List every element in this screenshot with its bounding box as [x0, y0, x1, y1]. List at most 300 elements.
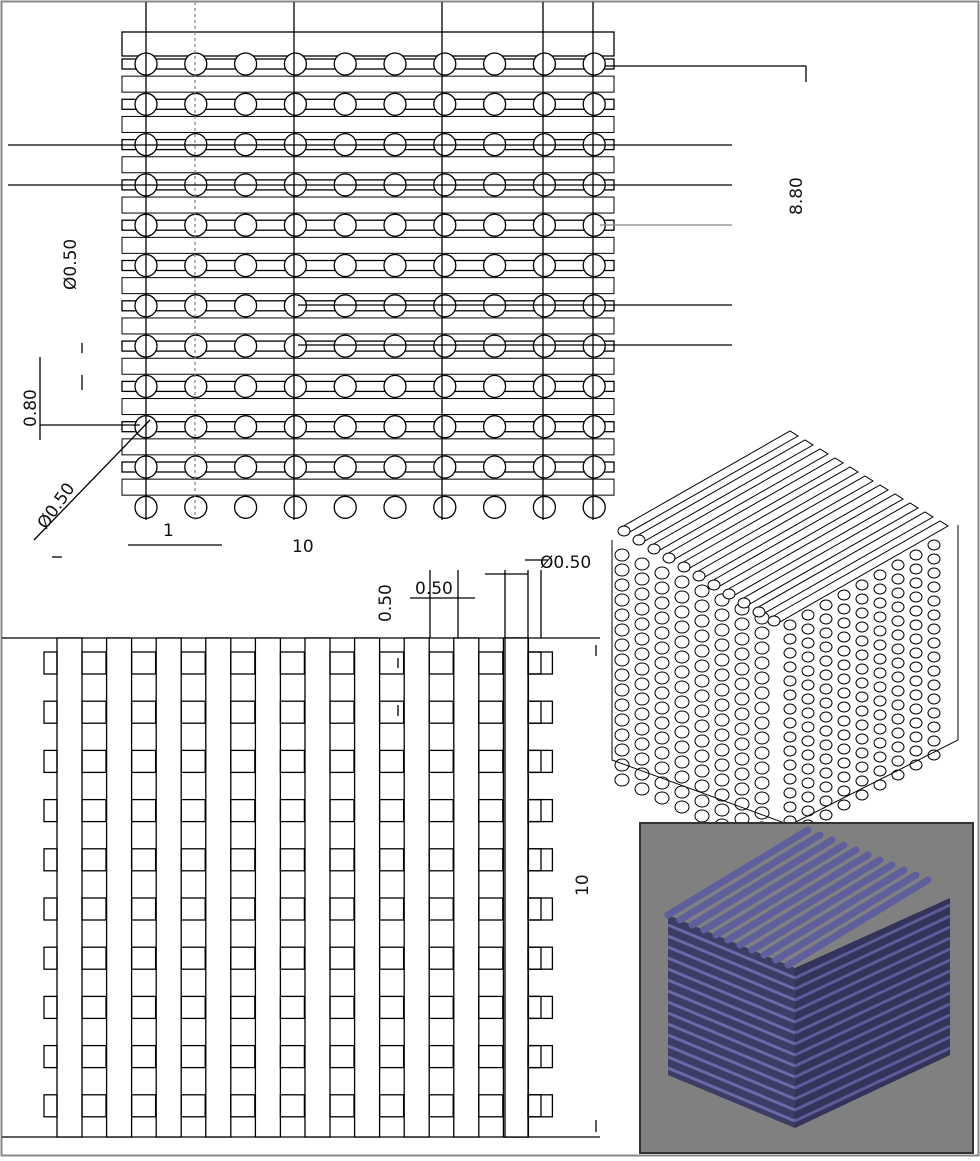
front-stub	[132, 800, 156, 822]
iso-pore-left	[635, 618, 649, 630]
iso-pore-left	[635, 588, 649, 600]
iso-rod-end	[738, 598, 750, 608]
iso-pore-right	[874, 752, 886, 762]
iso-pore-right	[892, 588, 904, 598]
iso-pore-right	[874, 682, 886, 692]
iso-pore-right	[928, 652, 940, 662]
front-stub	[528, 800, 541, 822]
iso-pore-right	[874, 570, 886, 580]
front-rod	[206, 638, 231, 1137]
top-pore	[533, 255, 555, 277]
iso-pore-left	[735, 618, 749, 630]
iso-pore-left	[615, 609, 629, 621]
front-stub	[181, 1095, 205, 1117]
top-rod-gap	[122, 197, 614, 213]
front-stub	[479, 652, 503, 674]
top-pore	[334, 375, 356, 397]
front-stub	[82, 898, 106, 920]
front-stub	[82, 849, 106, 871]
iso-pore-right	[928, 694, 940, 704]
top-pore	[185, 456, 207, 478]
top-pore	[583, 416, 605, 438]
iso-pore-left	[695, 630, 709, 642]
front-stub	[429, 800, 453, 822]
iso-rod-end	[618, 526, 630, 536]
front-stub	[380, 849, 404, 871]
front-stub	[181, 652, 205, 674]
iso-pore-left	[735, 798, 749, 810]
top-rod-gap	[122, 479, 614, 495]
top-pore	[235, 255, 257, 277]
front-stub	[380, 750, 404, 772]
top-pore	[583, 93, 605, 115]
front-stub	[330, 1095, 354, 1117]
iso-pore-left	[655, 777, 669, 789]
iso-pore-left	[695, 615, 709, 627]
front-stub	[280, 849, 304, 871]
iso-pore-left	[675, 741, 689, 753]
front-stub	[44, 996, 57, 1018]
front-stub	[44, 1046, 57, 1068]
iso-pore-left	[715, 654, 729, 666]
front-stub	[479, 947, 503, 969]
iso-pore-left	[675, 576, 689, 588]
iso-pore-left	[695, 690, 709, 702]
top-pore	[235, 375, 257, 397]
iso-pore-left	[715, 639, 729, 651]
iso-rod-end	[768, 616, 780, 626]
iso-pore-left	[755, 732, 769, 744]
top-pore	[384, 335, 406, 357]
top-pore	[284, 255, 306, 277]
front-stub	[429, 996, 453, 1018]
iso-pore-left	[655, 762, 669, 774]
front-stub	[181, 1046, 205, 1068]
top-pore	[583, 456, 605, 478]
top-pore	[434, 214, 456, 236]
iso-pore-right	[838, 730, 850, 740]
top-pore	[235, 53, 257, 75]
iso-pore-left	[655, 657, 669, 669]
iso-pore-right	[820, 726, 832, 736]
iso-pore-left	[735, 648, 749, 660]
front-stub	[380, 947, 404, 969]
iso-pore-left	[635, 723, 649, 735]
iso-rod-end	[663, 553, 675, 563]
top-pore	[185, 255, 207, 277]
iso-pore-right	[856, 650, 868, 660]
iso-pore-right	[928, 680, 940, 690]
iso-pore-right	[820, 628, 832, 638]
top-pore	[434, 416, 456, 438]
iso-pore-left	[755, 702, 769, 714]
iso-pore-right	[784, 690, 796, 700]
iso-pore-right	[892, 714, 904, 724]
iso-pore-right	[802, 680, 814, 690]
front-stub	[280, 800, 304, 822]
iso-pore-right	[928, 540, 940, 550]
iso-pore-right	[928, 750, 940, 760]
iso-pore-right	[838, 800, 850, 810]
iso-pore-left	[715, 744, 729, 756]
iso-pore-left	[635, 783, 649, 795]
front-stub	[330, 652, 354, 674]
iso-pore-right	[874, 668, 886, 678]
front-stub	[429, 701, 453, 723]
front-stub	[44, 849, 57, 871]
top-pore	[434, 375, 456, 397]
front-stub	[528, 701, 541, 723]
front-stub	[132, 1046, 156, 1068]
top-pore	[533, 295, 555, 317]
iso-pore-left	[655, 687, 669, 699]
iso-pore-left	[635, 558, 649, 570]
iso-pore-left	[635, 768, 649, 780]
front-stub	[429, 947, 453, 969]
iso-pore-left	[615, 729, 629, 741]
top-pore	[334, 214, 356, 236]
iso-pore-right	[820, 712, 832, 722]
iso-pore-left	[695, 780, 709, 792]
iso-pore-right	[856, 692, 868, 702]
top-pore	[434, 93, 456, 115]
iso-pore-right	[874, 766, 886, 776]
front-stub	[330, 701, 354, 723]
top-pore	[583, 53, 605, 75]
top-pore	[384, 456, 406, 478]
front-stub	[280, 996, 304, 1018]
iso-rod-end	[678, 562, 690, 572]
iso-pore-right	[928, 596, 940, 606]
iso-pore-left	[755, 777, 769, 789]
iso-pore-right	[802, 736, 814, 746]
top-pore	[185, 375, 207, 397]
iso-pore-right	[802, 638, 814, 648]
top-pore	[434, 255, 456, 277]
front-stub	[330, 947, 354, 969]
iso-rod-end	[753, 607, 765, 617]
top-pore	[284, 335, 306, 357]
front-stub	[181, 849, 205, 871]
top-pore	[235, 295, 257, 317]
iso-pore-left	[715, 669, 729, 681]
top-pore	[384, 255, 406, 277]
front-stub	[132, 849, 156, 871]
iso-pore-left	[735, 633, 749, 645]
iso-pore-left	[655, 717, 669, 729]
iso-pore-right	[838, 758, 850, 768]
front-view	[2, 560, 600, 1137]
front-rod	[156, 638, 181, 1137]
iso-pore-right	[820, 810, 832, 820]
front-stub	[330, 849, 354, 871]
iso-pore-right	[784, 704, 796, 714]
front-stub	[44, 701, 57, 723]
iso-pore-left	[675, 666, 689, 678]
iso-pore-left	[615, 654, 629, 666]
iso-pore-left	[615, 639, 629, 651]
iso-pore-left	[675, 681, 689, 693]
top-view	[8, 2, 806, 557]
iso-pore-right	[856, 720, 868, 730]
iso-pore-right	[874, 738, 886, 748]
front-stub	[380, 1095, 404, 1117]
top-pore	[583, 335, 605, 357]
top-pore	[484, 295, 506, 317]
top-pore	[533, 335, 555, 357]
front-stub	[82, 701, 106, 723]
top-pore	[284, 456, 306, 478]
top-pore	[384, 375, 406, 397]
iso-pore-right	[874, 654, 886, 664]
iso-pore-right	[928, 736, 940, 746]
iso-pore-right	[784, 788, 796, 798]
iso-pore-left	[675, 771, 689, 783]
iso-pore-left	[735, 768, 749, 780]
front-stub	[82, 652, 106, 674]
iso-pore-left	[715, 699, 729, 711]
iso-pore-right	[802, 666, 814, 676]
front-stub	[528, 750, 541, 772]
iso-pore-left	[655, 732, 669, 744]
iso-pore-left	[675, 606, 689, 618]
front-stub	[181, 701, 205, 723]
top-pore	[384, 295, 406, 317]
top-pore	[284, 375, 306, 397]
top-pore	[334, 53, 356, 75]
iso-pore-left	[675, 711, 689, 723]
iso-pore-right	[838, 632, 850, 642]
top-pore	[235, 335, 257, 357]
top-rod-gap	[122, 399, 614, 415]
iso-rod-end	[723, 589, 735, 599]
iso-pore-right	[820, 782, 832, 792]
iso-pore-left	[655, 582, 669, 594]
top-pore	[284, 93, 306, 115]
front-stub	[479, 849, 503, 871]
iso-pore-right	[784, 802, 796, 812]
front-dia-label: Ø0.50	[540, 553, 592, 573]
top-pitch-label: 1	[163, 521, 174, 541]
iso-pore-left	[655, 702, 669, 714]
front-stub	[380, 898, 404, 920]
front-stub	[82, 996, 106, 1018]
iso-pore-right	[802, 806, 814, 816]
shaded-3d-render	[640, 823, 973, 1153]
front-stub	[528, 898, 541, 920]
iso-pore-right	[874, 598, 886, 608]
iso-pore-left	[655, 612, 669, 624]
iso-pore-right	[874, 584, 886, 594]
iso-pore-right	[892, 686, 904, 696]
front-stub	[44, 800, 57, 822]
iso-pore-right	[838, 646, 850, 656]
iso-pore-right	[892, 756, 904, 766]
iso-pore-left	[695, 750, 709, 762]
front-stub	[380, 701, 404, 723]
top-pore	[484, 255, 506, 277]
top-pore	[284, 496, 306, 518]
iso-pore-left	[755, 747, 769, 759]
iso-pore-left	[695, 705, 709, 717]
front-stub	[280, 652, 304, 674]
front-stub	[231, 1046, 255, 1068]
top-pore	[235, 416, 257, 438]
iso-pore-left	[615, 684, 629, 696]
isometric-line-view	[612, 431, 958, 849]
top-pore	[533, 53, 555, 75]
front-rod	[454, 638, 479, 1137]
top-pore	[583, 375, 605, 397]
iso-pore-left	[735, 663, 749, 675]
front-stub	[231, 849, 255, 871]
iso-pore-right	[802, 694, 814, 704]
iso-pore-left	[755, 717, 769, 729]
iso-pore-right	[928, 638, 940, 648]
front-stub	[44, 898, 57, 920]
front-stub	[132, 750, 156, 772]
iso-pore-left	[635, 648, 649, 660]
front-stub	[82, 1046, 106, 1068]
top-pore	[334, 456, 356, 478]
front-stub	[231, 996, 255, 1018]
top-pore	[284, 214, 306, 236]
front-stub	[380, 800, 404, 822]
iso-pore-right	[838, 744, 850, 754]
iso-pore-right	[910, 550, 922, 560]
iso-pore-right	[928, 610, 940, 620]
iso-pore-left	[615, 699, 629, 711]
iso-pore-right	[928, 666, 940, 676]
iso-pore-right	[784, 662, 796, 672]
top-pore	[235, 93, 257, 115]
iso-pore-left	[615, 594, 629, 606]
iso-pore-right	[910, 592, 922, 602]
front-stub	[280, 750, 304, 772]
iso-pore-right	[910, 564, 922, 574]
top-rod-gap	[122, 278, 614, 294]
top-pore-dia-label: Ø0.50	[33, 479, 80, 533]
front-stub	[44, 652, 57, 674]
iso-pore-right	[784, 774, 796, 784]
top-pore	[384, 416, 406, 438]
iso-pore-right	[856, 762, 868, 772]
iso-pore-left	[635, 663, 649, 675]
front-stub	[479, 750, 503, 772]
iso-pore-left	[635, 693, 649, 705]
iso-pore-right	[856, 776, 868, 786]
iso-pore-right	[856, 734, 868, 744]
iso-pore-right	[874, 710, 886, 720]
iso-pore-right	[784, 648, 796, 658]
front-rod-width-label: 0.50	[415, 579, 453, 599]
top-pore	[484, 53, 506, 75]
iso-pore-left	[735, 783, 749, 795]
iso-pore-right	[874, 626, 886, 636]
front-stub	[231, 701, 255, 723]
front-stub	[280, 701, 304, 723]
front-stub	[380, 1046, 404, 1068]
top-pore	[384, 53, 406, 75]
iso-pore-left	[675, 651, 689, 663]
top-height-label: 8.80	[787, 177, 807, 215]
iso-pore-left	[695, 585, 709, 597]
iso-pore-left	[675, 696, 689, 708]
top-pore	[484, 416, 506, 438]
front-stub	[132, 1095, 156, 1117]
front-stub	[44, 947, 57, 969]
front-stub	[132, 701, 156, 723]
iso-pore-right	[784, 676, 796, 686]
iso-pore-left	[715, 804, 729, 816]
top-pore	[434, 496, 456, 518]
iso-pore-left	[695, 720, 709, 732]
front-stub	[330, 750, 354, 772]
front-stub	[181, 898, 205, 920]
top-rod-gap	[122, 237, 614, 253]
front-stub	[82, 750, 106, 772]
iso-pore-right	[910, 704, 922, 714]
front-stub	[429, 750, 453, 772]
top-pore	[284, 53, 306, 75]
iso-pore-right	[910, 746, 922, 756]
iso-pore-left	[655, 642, 669, 654]
iso-pore-right	[838, 660, 850, 670]
front-gap-label: 0.50	[376, 584, 396, 622]
iso-pore-left	[735, 693, 749, 705]
iso-pore-right	[892, 560, 904, 570]
iso-pore-left	[675, 801, 689, 813]
iso-pore-right	[892, 700, 904, 710]
iso-pore-right	[820, 600, 832, 610]
iso-pore-left	[735, 753, 749, 765]
top-pore	[235, 496, 257, 518]
front-stub	[132, 996, 156, 1018]
iso-pore-left	[715, 759, 729, 771]
iso-pore-left	[655, 627, 669, 639]
top-spacing-label: 0.80	[21, 389, 41, 427]
iso-pore-right	[874, 612, 886, 622]
iso-pore-left	[675, 591, 689, 603]
top-pore	[434, 456, 456, 478]
front-stub	[479, 701, 503, 723]
iso-pore-left	[695, 810, 709, 822]
front-stub	[231, 1095, 255, 1117]
iso-pore-left	[695, 600, 709, 612]
iso-pore-left	[655, 567, 669, 579]
iso-pore-right	[820, 684, 832, 694]
top-pore	[235, 214, 257, 236]
iso-pore-right	[928, 624, 940, 634]
top-pore	[185, 496, 207, 518]
iso-pore-right	[838, 786, 850, 796]
iso-pore-right	[892, 630, 904, 640]
front-stub	[330, 1046, 354, 1068]
front-rod	[355, 638, 380, 1137]
front-stub	[528, 947, 541, 969]
top-rod-gap	[122, 116, 614, 132]
front-stub	[181, 750, 205, 772]
iso-pore-right	[802, 792, 814, 802]
top-pore	[533, 416, 555, 438]
iso-pore-right	[820, 642, 832, 652]
top-pore	[334, 496, 356, 518]
front-stub	[479, 800, 503, 822]
iso-pore-left	[715, 684, 729, 696]
iso-pore-right	[874, 640, 886, 650]
front-stub	[280, 898, 304, 920]
iso-pore-right	[820, 656, 832, 666]
